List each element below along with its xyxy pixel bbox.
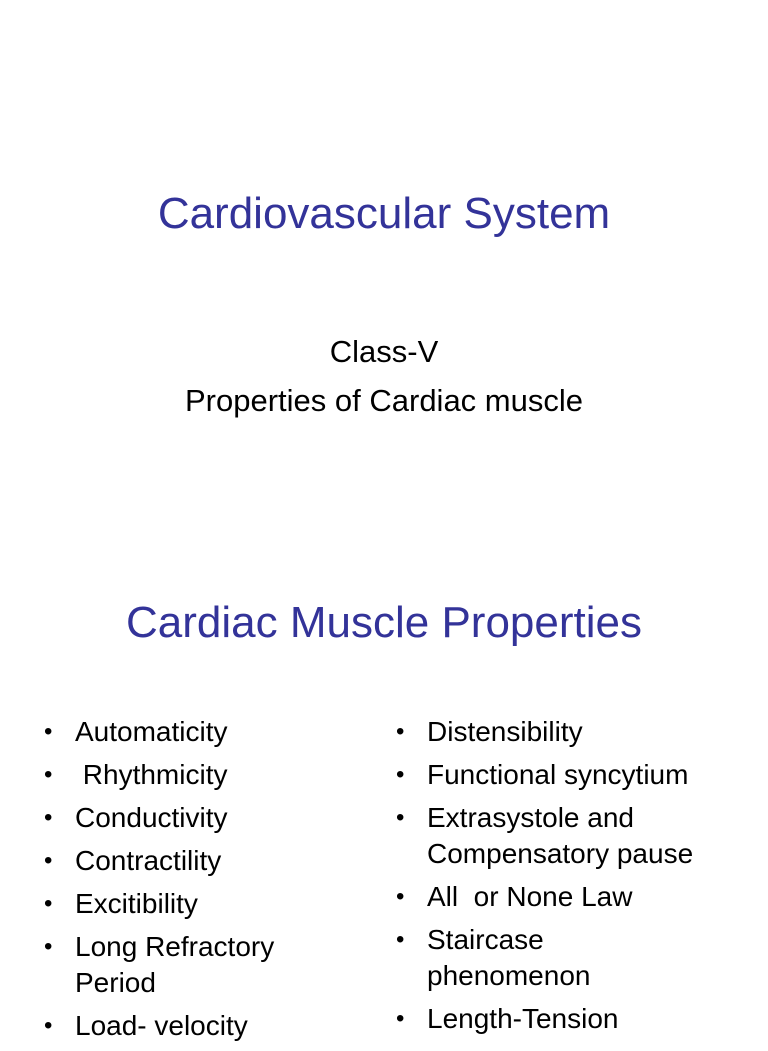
slide-title-cardiac-muscle-properties: Cardiac Muscle Properties xyxy=(126,598,642,647)
list-item xyxy=(44,1008,364,1044)
bullet-icon: • xyxy=(396,883,405,910)
bullet-icon: • xyxy=(44,1012,53,1039)
list-item xyxy=(44,886,364,922)
list-item-text: Distensibility xyxy=(427,716,583,747)
subtitle-class: Class-V xyxy=(329,334,439,369)
properties-list-right xyxy=(396,714,746,1044)
list-item xyxy=(44,714,364,750)
list-item xyxy=(396,1001,746,1037)
bullet-icon: • xyxy=(44,761,53,788)
bullet-icon: • xyxy=(396,718,405,745)
bullet-icon: • xyxy=(44,890,53,917)
list-item-text: Staircase phenomenon xyxy=(427,924,591,991)
list-item-text: Extrasystole and Compensatory pause xyxy=(427,802,694,869)
bullet-icon: • xyxy=(396,761,405,788)
bullet-icon: • xyxy=(44,718,53,745)
list-item-text: Load- velocity xyxy=(75,1010,248,1041)
bullet-icon: • xyxy=(396,1005,405,1032)
list-item-text: Automaticity xyxy=(75,716,228,747)
list-item-text: All or None Law xyxy=(427,881,633,912)
bullet-icon: • xyxy=(44,933,53,960)
list-item-text: Rhythmicity xyxy=(75,759,228,790)
list-item xyxy=(44,757,364,793)
list-item-text: Excitibility xyxy=(75,888,198,919)
list-item xyxy=(396,800,746,872)
list-item-text: Contractility xyxy=(75,845,222,876)
bullet-icon: • xyxy=(44,804,53,831)
list-item xyxy=(396,714,746,750)
list-item xyxy=(44,800,364,836)
bullet-icon: • xyxy=(396,926,405,953)
slide-title-cardiovascular-system: Cardiovascular System xyxy=(157,189,611,238)
list-item xyxy=(44,843,364,879)
properties-list-left xyxy=(44,714,364,1051)
bullet-icon: • xyxy=(396,804,405,831)
list-item xyxy=(396,922,746,994)
list-item-text: Long Refractory Period xyxy=(75,931,282,998)
list-item xyxy=(44,929,364,1001)
list-item xyxy=(396,757,746,793)
list-item-text: Conductivity xyxy=(75,802,228,833)
list-item-text: Functional syncytium xyxy=(427,759,689,790)
list-item xyxy=(396,879,746,915)
list-item-text: Length-Tension xyxy=(427,1003,619,1034)
subtitle-topic: Properties of Cardiac muscle xyxy=(185,383,583,418)
bullet-icon: • xyxy=(44,847,53,874)
